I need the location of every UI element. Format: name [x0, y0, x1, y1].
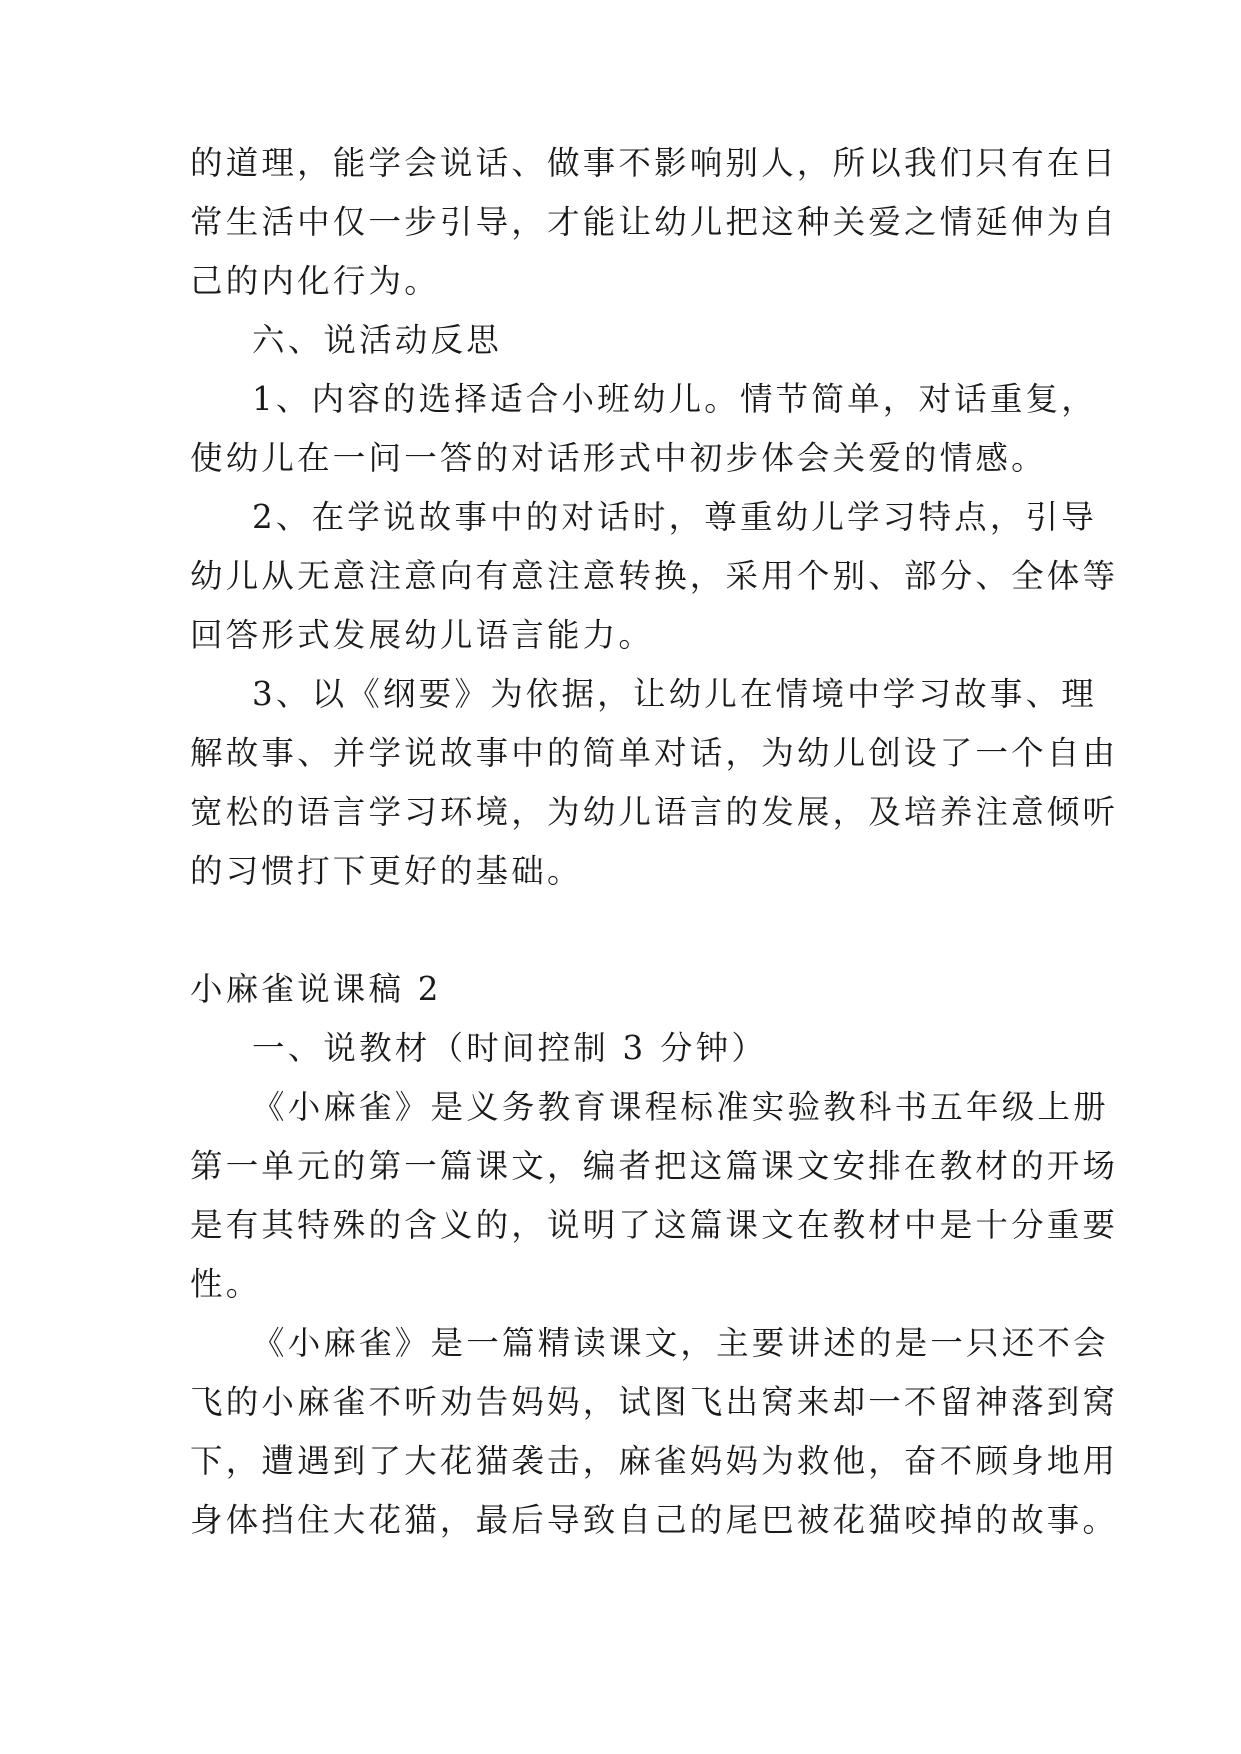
- text-line: 《小麻雀》是义务教育课程标准实验教科书五年级上册: [252, 1088, 1109, 1126]
- section-heading: 六、说活动反思: [252, 321, 502, 359]
- text-line: 下，遭遇到了大花猫袭击，麻雀妈妈为救他，奋不顾身地用: [190, 1442, 1119, 1480]
- document-title: 小麻雀说课稿 2: [190, 970, 442, 1008]
- text-line: 使幼儿在一问一答的对话形式中初步体会关爱的情感。: [190, 439, 1047, 477]
- text-line: 飞的小麻雀不听劝告妈妈，试图飞出窝来却一不留神落到窝: [190, 1383, 1119, 1421]
- text-line: 身体挡住大花猫，最后导致自己的尾巴被花猫咬掉的故事。: [190, 1501, 1119, 1539]
- text-line: 常生活中仅一步引导，才能让幼儿把这种关爱之情延伸为自: [190, 203, 1119, 241]
- text-line: 己的内化行为。: [190, 262, 440, 300]
- text-line: 是有其特殊的含义的，说明了这篇课文在教材中是十分重要: [190, 1206, 1119, 1244]
- text-line: 的道理，能学会说话、做事不影响别人，所以我们只有在日: [190, 144, 1119, 182]
- text-line: 3、以《纲要》为依据，让幼儿在情境中学习故事、理: [252, 675, 1097, 713]
- text-line: 《小麻雀》是一篇精读课文，主要讲述的是一只还不会: [252, 1324, 1109, 1362]
- text-line: 第一单元的第一篇课文，编者把这篇课文安排在教材的开场: [190, 1147, 1119, 1185]
- section-heading: 一、说教材（时间控制 3 分钟）: [252, 1029, 768, 1067]
- text-line: 宽松的语言学习环境，为幼儿语言的发展，及培养注意倾听: [190, 793, 1119, 831]
- text-line: 回答形式发展幼儿语言能力。: [190, 616, 655, 654]
- text-line: 1、内容的选择适合小班幼儿。情节简单，对话重复，: [252, 380, 1097, 418]
- text-line: 的习惯打下更好的基础。: [190, 852, 583, 890]
- text-line: 性。: [190, 1265, 262, 1303]
- text-line: 解故事、并学说故事中的简单对话，为幼儿创设了一个自由: [190, 734, 1119, 772]
- text-line: 2、在学说故事中的对话时，尊重幼儿学习特点，引导: [252, 498, 1097, 536]
- text-line: 幼儿从无意注意向有意注意转换，采用个别、部分、全体等: [190, 557, 1119, 595]
